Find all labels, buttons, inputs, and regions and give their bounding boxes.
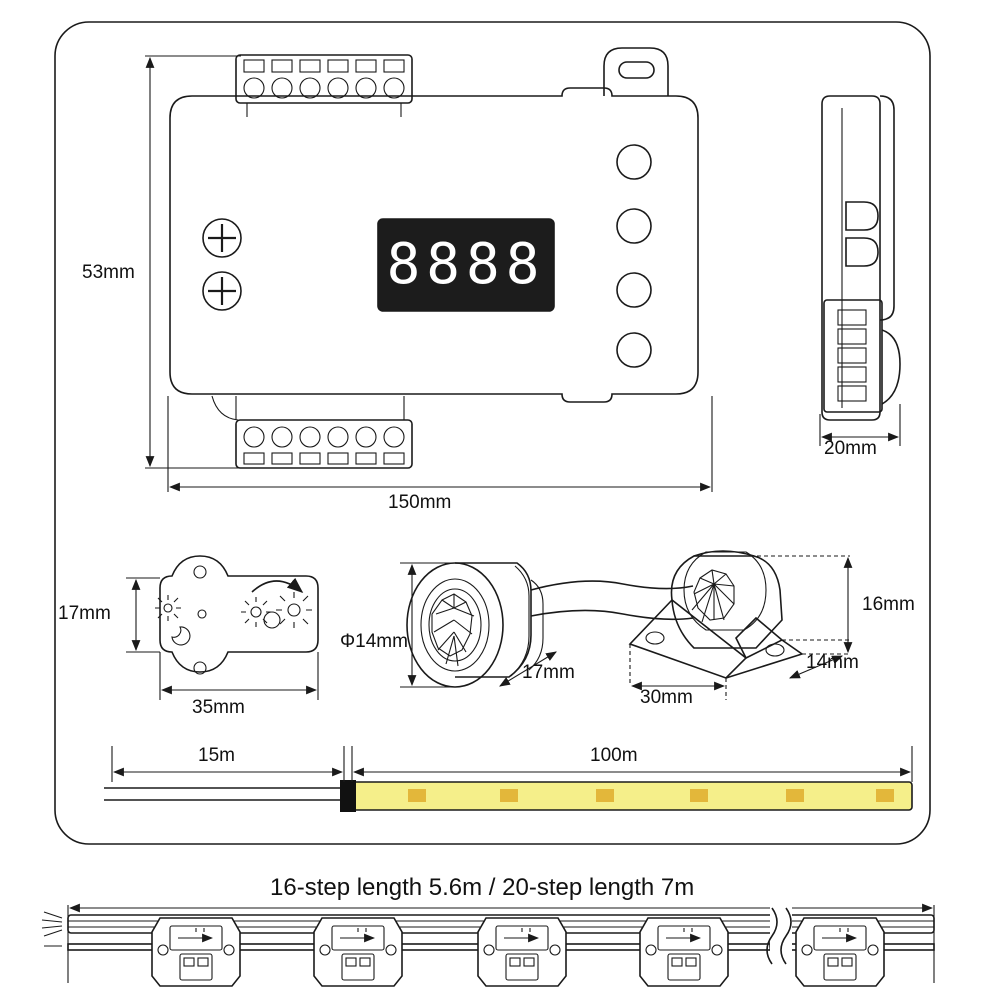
- seven-segment-display: [378, 219, 554, 311]
- dimension-label-lead-15m: 15m: [198, 745, 235, 766]
- dimension-label-diameter-14mm: Φ14mm: [340, 631, 408, 652]
- dimension-label-bracket-height-16mm: 16mm: [862, 594, 915, 615]
- dimension-label-module-width-35mm: 35mm: [192, 697, 245, 718]
- dimension-label-height-53mm: 53mm: [82, 262, 135, 283]
- dimension-label-round-length-17mm: 17mm: [522, 662, 575, 683]
- dimension-label-bracket-length-30mm: 30mm: [640, 687, 693, 708]
- dimension-label-depth-20mm: 20mm: [824, 438, 877, 459]
- dimension-label-module-height-17mm: 17mm: [58, 603, 111, 624]
- dimension-label-bracket-width-14mm: 14mm: [806, 652, 859, 673]
- bottom-caption: 16-step length 5.6m / 20-step length 7m: [270, 874, 695, 901]
- dimension-label-width-150mm: 150mm: [388, 492, 452, 513]
- dimension-label-strip-100m: 100m: [590, 745, 638, 766]
- display-value: 8888: [386, 232, 546, 297]
